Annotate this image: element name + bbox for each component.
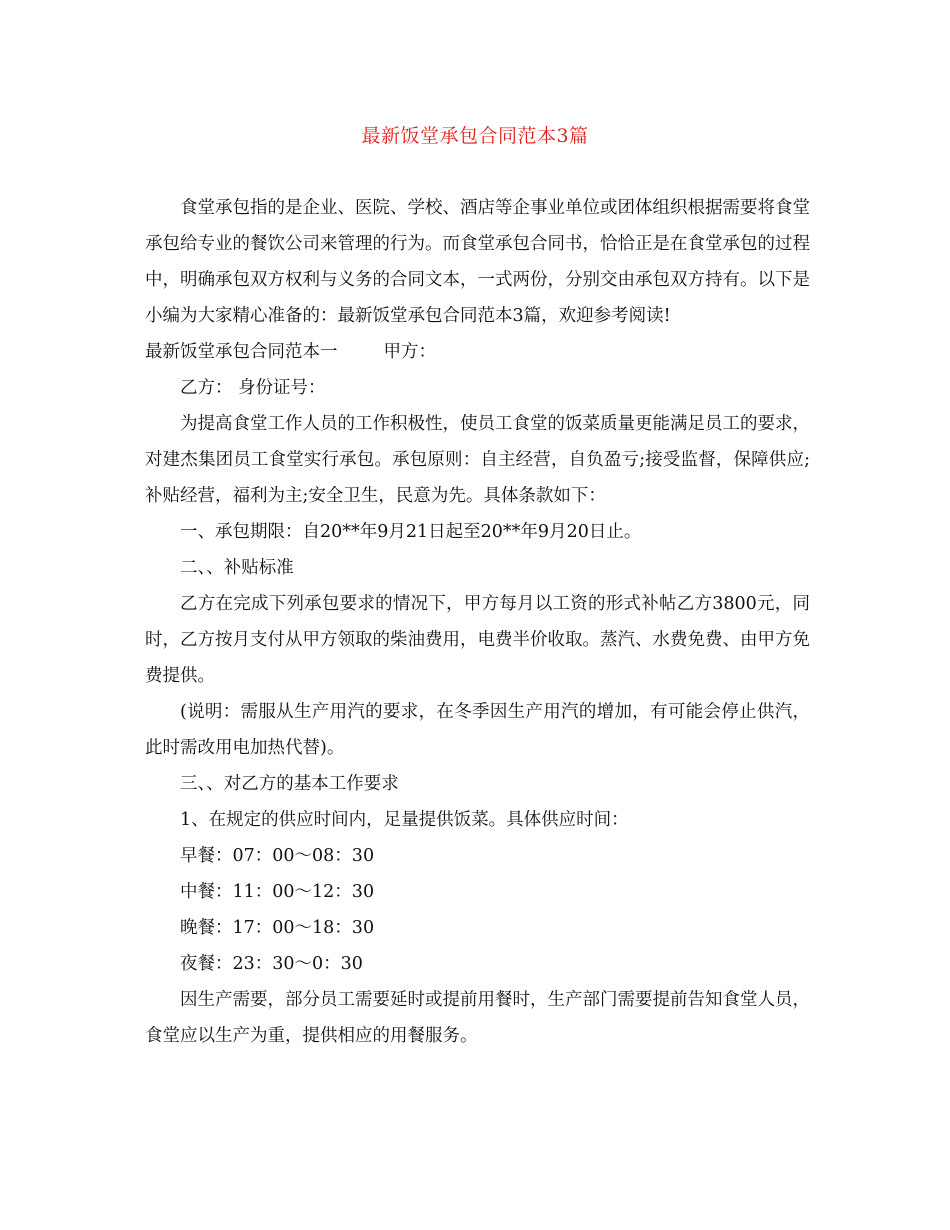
requirement-item: 1、在规定的供应时间内，足量提供饭菜。具体供应时间：: [180, 810, 629, 830]
note-paragraph: (说明：需服从生产用汽的要求，在冬季因生产用汽的增加，有可能会停止供汽，此时需改用电加热代替)。: [145, 702, 810, 758]
lunch-time: 中餐：11：00～12：30: [180, 882, 375, 902]
contract-heading-row: [145, 334, 810, 370]
intro-paragraph: 食堂承包指的是企业、医院、学校、酒店等企事业单位或团体组织根据需要将食堂承包给专业的餐饮公司来管理的行为。而食堂承包合同书，恰恰正是在食堂承包的过程中，明确承包双方权利与义务的合同文本，一式两份，分别交由承包双方持有。以下是小编为大家精心准备的：最新饭堂承包合同范本3篇，欢迎参考阅读!: [145, 198, 810, 326]
document-body: [145, 190, 810, 1054]
production-note-paragraph: 因生产需要，部分员工需要延时或提前用餐时，生产部门需要提前告知食堂人员，食堂应以生产为重，提供相应的用餐服务。: [145, 990, 810, 1046]
requirements-heading: 三、、对乙方的基本工作要求: [180, 774, 399, 794]
party-b-line: 乙方： 身份证号：: [180, 378, 326, 398]
subsidy-heading: 二、、补贴标准: [180, 558, 294, 578]
party-a-label: 甲方：: [383, 342, 436, 362]
document-title: 最新饭堂承包合同范本3篇: [361, 125, 589, 147]
dinner-time: 晚餐：17：00～18：30: [180, 918, 375, 938]
contract-term-clause: 一、承包期限：自20**年9月21日起至20**年9月20日止。: [180, 522, 642, 542]
subsidy-paragraph: 乙方在完成下列承包要求的情况下，甲方每月以工资的形式补帖乙方3800元，同时，乙方按月支付从甲方领取的柴油费用，电费半价收取。蒸汽、水费免费、由甲方免费提供。: [145, 594, 810, 686]
breakfast-time: 早餐：07：00～08：30: [180, 846, 375, 866]
contract-heading: 最新饭堂承包合同范本一: [145, 342, 338, 362]
contract-paragraph: 为提高食堂工作人员的工作积极性，使员工食堂的饭菜质量更能满足员工的要求，对建杰集团员工食堂实行承包。承包原则：自主经营，自负盈亏;接受监督，保障供应;补贴经营，福利为主;安全卫生，民意为先。具体条款如下：: [145, 414, 810, 506]
night-meal-time: 夜餐：23：30～0：30: [180, 954, 363, 974]
